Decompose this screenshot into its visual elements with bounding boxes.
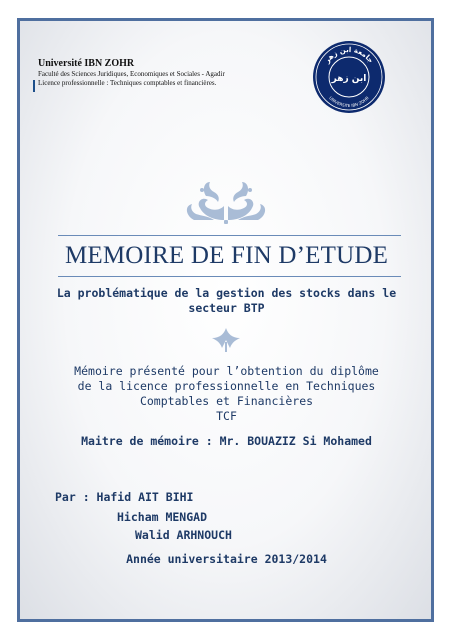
subject-line-2: secteur BTP [188,301,265,315]
diploma-statement [40,364,413,424]
title-rule-top [58,235,401,236]
author-3: Walid ARHNOUCH [135,528,232,542]
seal-center-text: ابن زهر [331,74,367,84]
faculty-name: Faculté des Sciences Juridiques, Economiques et Sociales - Agadir [38,70,225,78]
title-rule-bottom [58,276,401,277]
thesis-subject [40,286,413,316]
top-floral-ornament-icon [180,176,272,228]
institution-header [38,58,278,88]
diploma-line-3: Comptables et Financières [139,394,314,408]
author-2: Hicham MENGAD [117,510,208,524]
diploma-line-4: TCF [216,409,237,423]
academic-year: Année universitaire 2013/2014 [126,552,327,566]
seal-bottom-text: UNIVERSITE IBN ZOHR [328,95,370,109]
header-accent-bar [33,80,35,92]
author-1: Par : Hafid AIT BIHI [55,490,194,504]
document-title: MEMOIRE DE FIN D’ETUDE [64,242,389,269]
subject-line-1: La problématique de la gestion des stocks dans le [56,286,397,300]
seal-top-text: جامعة ابن زهر [323,45,375,65]
fleuron-ornament-icon [206,324,246,354]
diploma-line-1: Mémoire présenté pour l’obtention du diplôme [74,364,379,378]
university-seal-logo [312,40,386,114]
university-name: Université IBN ZOHR [38,58,135,69]
licence-name: Licence professionnelle : Techniques comptables et financières. [38,79,217,87]
supervisor-line: Maitre de mémoire : Mr. BOUAZIZ Si Mohamed [81,434,372,448]
diploma-line-2: de la licence professionnelle en Techniques [77,379,376,393]
